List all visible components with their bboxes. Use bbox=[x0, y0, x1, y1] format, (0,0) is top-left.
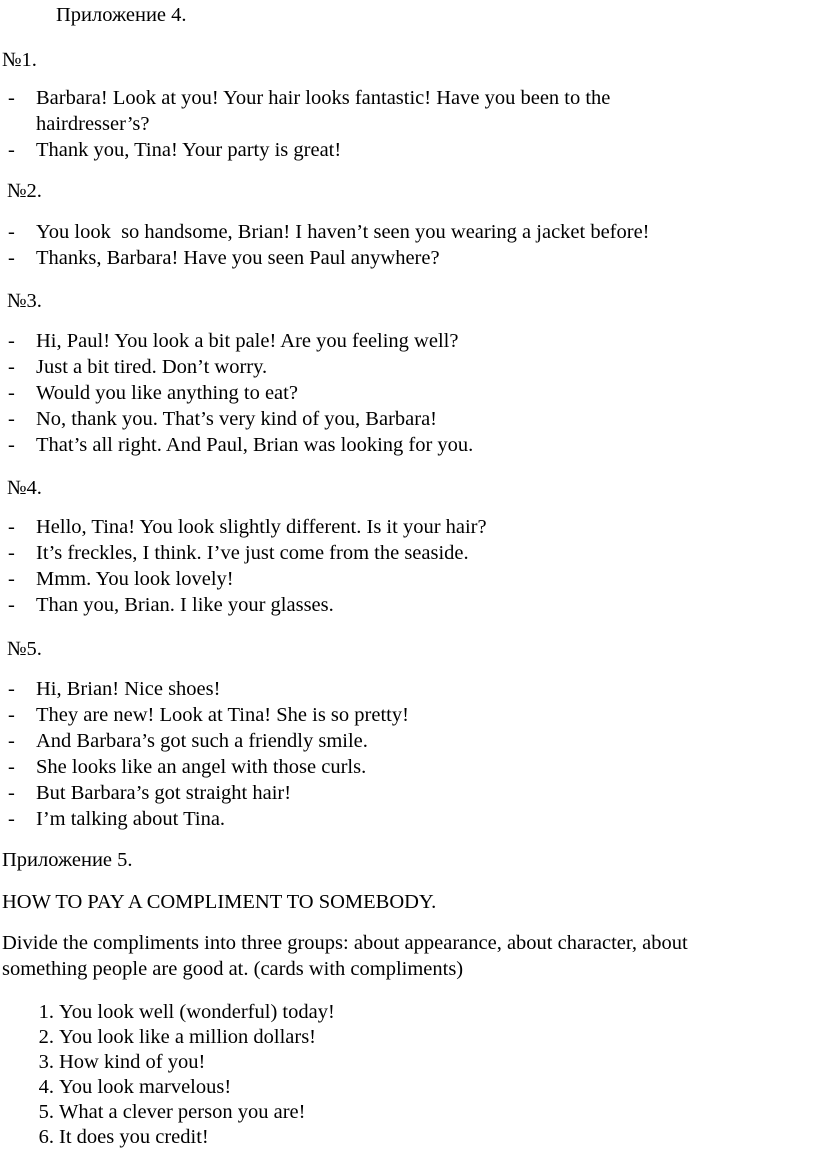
dialog-2-label: №2. bbox=[7, 180, 42, 202]
compliment-number: 5. bbox=[38, 1101, 54, 1123]
dialog-line-text: Would you like anything to eat? bbox=[36, 382, 298, 404]
instruction-line-2: something people are good at. (cards with compliments) bbox=[2, 958, 464, 980]
compliment-number: 2. bbox=[38, 1026, 54, 1048]
dialog-line-text: Hi, Brian! Nice shoes! bbox=[36, 678, 221, 700]
dialog-line-text: Than you, Brian. I like your glasses. bbox=[36, 594, 334, 616]
dialog-3-label: №3. bbox=[7, 290, 42, 312]
dash-marker: - bbox=[8, 756, 15, 778]
dialog-line-text: But Barbara’s got straight hair! bbox=[36, 782, 292, 804]
dash-marker: - bbox=[8, 730, 15, 752]
compliment-text: You look marvelous! bbox=[59, 1076, 232, 1098]
dash-marker: - bbox=[8, 542, 15, 564]
compliment-text: What a clever person you are! bbox=[59, 1101, 306, 1123]
dialog-line-text: Hi, Paul! You look a bit pale! Are you feeling well? bbox=[36, 330, 459, 352]
dash-marker: - bbox=[8, 356, 15, 378]
compliment-text: It does you credit! bbox=[59, 1126, 209, 1148]
dash-marker: - bbox=[8, 139, 15, 161]
dialog-line-text: Just a bit tired. Don’t worry. bbox=[36, 356, 268, 378]
dialog-line-text: They are new! Look at Tina! She is so pretty! bbox=[36, 704, 409, 726]
compliment-text: You look well (wonderful) today! bbox=[59, 1001, 335, 1023]
dialog-1-label: №1. bbox=[2, 49, 37, 71]
dialog-line-text: She looks like an angel with those curls. bbox=[36, 756, 367, 778]
dash-marker: - bbox=[8, 516, 15, 538]
dash-marker: - bbox=[8, 221, 15, 243]
dash-marker: - bbox=[8, 330, 15, 352]
dialog-line-text: Hello, Tina! You look slightly different. Is it your hair? bbox=[36, 516, 487, 538]
instruction-line-1: Divide the compliments into three groups: about appearance, about character, about bbox=[2, 932, 688, 954]
compliment-number: 3. bbox=[38, 1051, 54, 1073]
dialog-line-text: Thanks, Barbara! Have you seen Paul anywhere? bbox=[36, 247, 440, 269]
dialog-line-text: You look so handsome, Brian! I haven’t seen you wearing a jacket before! bbox=[36, 221, 650, 243]
dash-marker: - bbox=[8, 434, 15, 456]
dash-marker: - bbox=[8, 408, 15, 430]
appendix-5-heading: HOW TO PAY A COMPLIMENT TO SOMEBODY. bbox=[2, 891, 437, 913]
dash-marker: - bbox=[8, 782, 15, 804]
dash-marker: - bbox=[8, 568, 15, 590]
dialog-line-text: It’s freckles, I think. I’ve just come from the seaside. bbox=[36, 542, 469, 564]
dash-marker: - bbox=[8, 87, 15, 109]
appendix-4-title: Приложение 4. bbox=[56, 4, 187, 26]
compliment-number: 4. bbox=[38, 1076, 54, 1098]
dash-marker: - bbox=[8, 808, 15, 830]
dash-marker: - bbox=[8, 247, 15, 269]
dash-marker: - bbox=[8, 704, 15, 726]
compliment-text: How kind of you! bbox=[59, 1051, 206, 1073]
dialog-line-continuation: hairdresser’s? bbox=[36, 113, 150, 135]
compliment-number: 1. bbox=[38, 1001, 54, 1023]
dash-marker: - bbox=[8, 594, 15, 616]
dialog-5-label: №5. bbox=[7, 638, 42, 660]
dialog-line-text: Thank you, Tina! Your party is great! bbox=[36, 139, 342, 161]
dash-marker: - bbox=[8, 678, 15, 700]
dialog-line-text: Mmm. You look lovely! bbox=[36, 568, 234, 590]
dash-marker: - bbox=[8, 382, 15, 404]
appendix-5-title: Приложение 5. bbox=[2, 849, 133, 871]
compliment-text: You look like a million dollars! bbox=[59, 1026, 317, 1048]
dialog-line-text: That’s all right. And Paul, Brian was looking for you. bbox=[36, 434, 474, 456]
dialog-line-text: Barbara! Look at you! Your hair looks fantastic! Have you been to the bbox=[36, 87, 611, 109]
compliment-number: 6. bbox=[38, 1126, 54, 1148]
dialog-line-text: And Barbara’s got such a friendly smile. bbox=[36, 730, 368, 752]
dialog-line-text: I’m talking about Tina. bbox=[36, 808, 226, 830]
dialog-line-text: No, thank you. That’s very kind of you, Barbara! bbox=[36, 408, 437, 430]
dialog-4-label: №4. bbox=[7, 477, 42, 499]
